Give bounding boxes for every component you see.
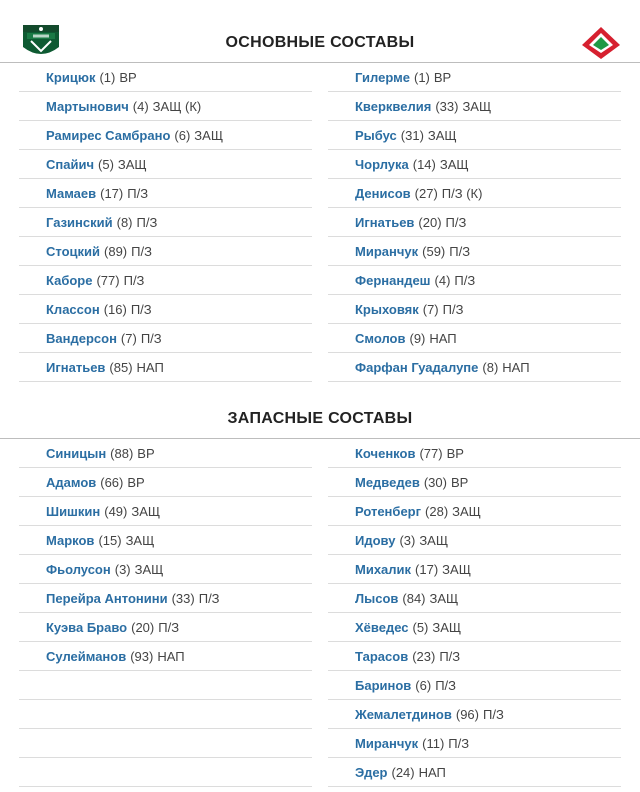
player-name[interactable]: Денисов: [355, 185, 411, 201]
player-position: П/З: [131, 243, 152, 259]
player-name[interactable]: Крыховяк: [355, 301, 419, 317]
player-number: (7): [422, 301, 439, 317]
player-position: НАП: [157, 648, 185, 664]
empty-row: [19, 671, 312, 700]
player-row[interactable]: [328, 324, 621, 353]
krasnodar-crest-icon[interactable]: [19, 21, 63, 61]
player-number: (6): [415, 677, 432, 693]
player-number: (8): [482, 359, 499, 375]
player-row[interactable]: [328, 353, 621, 382]
player-position: НАП: [502, 359, 530, 375]
player-number: (20): [131, 619, 155, 635]
player-row[interactable]: [19, 468, 312, 497]
player-name[interactable]: Медведев: [355, 474, 420, 490]
player-number: (77): [96, 272, 120, 288]
player-position: ЗАЩ: [427, 127, 457, 143]
player-row[interactable]: [328, 439, 621, 468]
player-row[interactable]: [19, 526, 312, 555]
player-position: П/З: [435, 677, 456, 693]
player-number: (3): [399, 532, 416, 548]
player-position: П/З: [442, 301, 464, 317]
player-number: (77): [419, 445, 443, 461]
player-name[interactable]: Баринов: [355, 677, 412, 693]
player-number: (30): [423, 474, 447, 490]
player-row[interactable]: [328, 179, 621, 208]
player-number: (11): [422, 735, 445, 751]
player-number: (6): [174, 127, 191, 143]
player-position: П/З: [198, 590, 220, 606]
player-row[interactable]: [19, 208, 312, 237]
player-row[interactable]: [328, 295, 621, 324]
player-name[interactable]: Вандерсон: [46, 330, 117, 346]
player-number: (14): [412, 156, 436, 172]
player-name[interactable]: Мартынович: [46, 98, 129, 114]
player-name[interactable]: Фьолусон: [46, 561, 111, 577]
home-main-list: [19, 63, 312, 382]
player-name[interactable]: Синицын: [46, 445, 107, 461]
player-number: (4): [132, 98, 149, 114]
player-position: ЗАЩ: [194, 127, 224, 143]
player-name[interactable]: Рыбус: [355, 127, 397, 143]
player-position: П/З: [439, 648, 461, 664]
player-row[interactable]: [328, 758, 621, 787]
player-position: П/З: [445, 214, 467, 230]
player-position: ЗАЩ: [429, 590, 459, 606]
player-name[interactable]: Лысов: [355, 590, 399, 606]
player-row[interactable]: [19, 439, 312, 468]
player-name[interactable]: Эдер: [355, 764, 388, 780]
player-name[interactable]: Хёведес: [355, 619, 409, 635]
player-position: ВР: [450, 474, 469, 490]
player-row[interactable]: [19, 642, 312, 671]
player-row[interactable]: [19, 295, 312, 324]
player-number: (85): [109, 359, 133, 375]
player-row[interactable]: [328, 729, 621, 758]
player-name[interactable]: Чорлука: [355, 156, 409, 172]
player-number: (20): [418, 214, 442, 230]
player-number: (17): [415, 561, 439, 577]
player-position: ЗАЩ: [452, 503, 481, 519]
player-position: НАП: [418, 764, 446, 780]
player-row[interactable]: [328, 63, 621, 92]
player-row[interactable]: [19, 266, 312, 295]
player-position: П/З: [140, 330, 162, 346]
player-row[interactable]: [328, 497, 621, 526]
player-row[interactable]: [328, 468, 621, 497]
player-row[interactable]: [19, 63, 312, 92]
away-main-list: [328, 63, 621, 382]
player-number: (3): [114, 561, 131, 577]
player-number: (8): [116, 214, 133, 230]
player-number: (5): [412, 619, 429, 635]
player-position: ВР: [446, 445, 464, 461]
player-number: (7): [120, 330, 137, 346]
subs-lineups-columns: [0, 438, 640, 787]
player-name[interactable]: Михалик: [355, 561, 412, 577]
player-row[interactable]: [328, 584, 621, 613]
player-row[interactable]: [19, 237, 312, 266]
player-number: (96): [455, 706, 479, 722]
player-position: ЗАЩ: [442, 561, 471, 577]
player-number: (49): [104, 503, 128, 519]
player-position: ЗАЩ: [117, 156, 147, 172]
away-subs-list: [328, 439, 621, 787]
player-row[interactable]: [19, 179, 312, 208]
player-position: ВР: [127, 474, 145, 490]
player-number: (88): [110, 445, 134, 461]
player-position: П/З: [449, 243, 471, 259]
player-row[interactable]: [19, 584, 312, 613]
player-row[interactable]: [19, 92, 312, 121]
player-position: ЗАЩ: [134, 561, 164, 577]
player-position: П/З (К): [441, 185, 483, 201]
player-row[interactable]: [19, 555, 312, 584]
player-position: ЗАЩ (К): [152, 98, 202, 114]
player-position: ЗАЩ: [125, 532, 155, 548]
player-name[interactable]: Стоцкий: [46, 243, 101, 259]
player-number: (24): [391, 764, 415, 780]
main-lineups-columns: [0, 62, 640, 382]
player-name[interactable]: Идову: [355, 532, 396, 548]
player-row[interactable]: [19, 121, 312, 150]
player-number: (84): [402, 590, 426, 606]
player-number: (89): [104, 243, 128, 259]
player-name[interactable]: Смолов: [355, 330, 406, 346]
player-row[interactable]: [328, 150, 621, 179]
player-name[interactable]: Ротенберг: [355, 503, 422, 519]
player-row[interactable]: [19, 353, 312, 382]
player-name[interactable]: Марков: [46, 532, 95, 548]
player-row[interactable]: [19, 324, 312, 353]
player-position: ВР: [137, 445, 155, 461]
player-row[interactable]: [328, 266, 621, 295]
player-name[interactable]: Игнатьев: [46, 359, 106, 375]
player-name[interactable]: Игнатьев: [355, 214, 415, 230]
lokomotiv-crest-icon[interactable]: [580, 25, 622, 61]
player-position: НАП: [429, 330, 457, 346]
player-name[interactable]: Шишкин: [46, 503, 101, 519]
player-name[interactable]: Сулейманов: [46, 648, 127, 664]
player-number: (33): [171, 590, 195, 606]
player-name[interactable]: Куэва Браво: [46, 619, 128, 635]
player-name[interactable]: Адамов: [46, 474, 97, 490]
subs-lineups-title: ЗАПАСНЫЕ СОСТАВЫ: [227, 410, 413, 427]
player-position: П/З: [454, 272, 476, 288]
player-position: П/З: [158, 619, 180, 635]
player-name[interactable]: Крицюк: [46, 69, 96, 85]
player-row[interactable]: [328, 121, 621, 150]
player-number: (9): [409, 330, 426, 346]
player-position: ЗАЩ: [432, 619, 462, 635]
player-position: ВР: [119, 69, 137, 85]
player-row[interactable]: [328, 671, 621, 700]
player-position: П/З: [448, 735, 470, 751]
player-row[interactable]: [328, 642, 621, 671]
player-number: (1): [413, 69, 430, 85]
player-position: П/З: [136, 214, 158, 230]
main-lineups-section: [0, 0, 640, 382]
player-position: ЗАЩ: [439, 156, 469, 172]
subs-lineups-header: [0, 382, 640, 438]
player-name[interactable]: Классон: [46, 301, 100, 317]
player-number: (31): [400, 127, 424, 143]
subs-lineups-section: [0, 382, 640, 787]
player-position: ВР: [433, 69, 452, 85]
player-name[interactable]: Перейра Антонини: [46, 590, 168, 606]
player-number: (1): [99, 69, 116, 85]
empty-row: [19, 729, 312, 758]
player-row[interactable]: [328, 526, 621, 555]
player-position: ЗАЩ: [462, 98, 492, 114]
empty-row: [19, 758, 312, 787]
main-lineups-header: [0, 0, 640, 62]
player-position: П/З: [127, 185, 149, 201]
player-name[interactable]: Газинский: [46, 214, 113, 230]
player-position: ЗАЩ: [419, 532, 449, 548]
player-number: (5): [98, 156, 114, 172]
player-number: (23): [412, 648, 436, 664]
player-name[interactable]: Жемалетдинов: [355, 706, 452, 722]
main-lineups-title: ОСНОВНЫЕ СОСТАВЫ: [225, 34, 415, 51]
player-row[interactable]: [19, 497, 312, 526]
player-name[interactable]: Миранчук: [355, 735, 419, 751]
player-row[interactable]: [328, 555, 621, 584]
player-position: П/З: [123, 272, 145, 288]
player-name[interactable]: Кверквелия: [355, 98, 432, 114]
player-row[interactable]: [328, 700, 621, 729]
player-name[interactable]: Миранчук: [355, 243, 419, 259]
player-name[interactable]: Гилерме: [355, 69, 410, 85]
player-number: (33): [435, 98, 459, 114]
player-number: (17): [100, 185, 124, 201]
player-number: (27): [414, 185, 438, 201]
player-number: (15): [98, 532, 122, 548]
player-number: (4): [434, 272, 451, 288]
player-position: НАП: [136, 359, 164, 375]
home-subs-list: [19, 439, 312, 787]
player-number: (66): [100, 474, 124, 490]
empty-row: [19, 700, 312, 729]
player-name[interactable]: Фарфан Гуадалупе: [355, 359, 479, 375]
player-position: П/З: [130, 301, 152, 317]
player-name[interactable]: Фернандеш: [355, 272, 431, 288]
player-number: (16): [103, 301, 127, 317]
player-row[interactable]: [328, 237, 621, 266]
player-position: ЗАЩ: [131, 503, 161, 519]
player-name[interactable]: Коченков: [355, 445, 416, 461]
player-row[interactable]: [19, 613, 312, 642]
player-name[interactable]: Мамаев: [46, 185, 97, 201]
player-number: (93): [130, 648, 154, 664]
player-row[interactable]: [328, 613, 621, 642]
player-name[interactable]: Рамирес Самбрано: [46, 127, 171, 143]
player-number: (28): [425, 503, 449, 519]
player-name[interactable]: Спайич: [46, 156, 95, 172]
player-row[interactable]: [19, 150, 312, 179]
player-name[interactable]: Каборе: [46, 272, 93, 288]
player-name[interactable]: Тарасов: [355, 648, 409, 664]
player-row[interactable]: [328, 208, 621, 237]
player-row[interactable]: [328, 92, 621, 121]
player-number: (59): [422, 243, 446, 259]
player-position: П/З: [482, 706, 504, 722]
